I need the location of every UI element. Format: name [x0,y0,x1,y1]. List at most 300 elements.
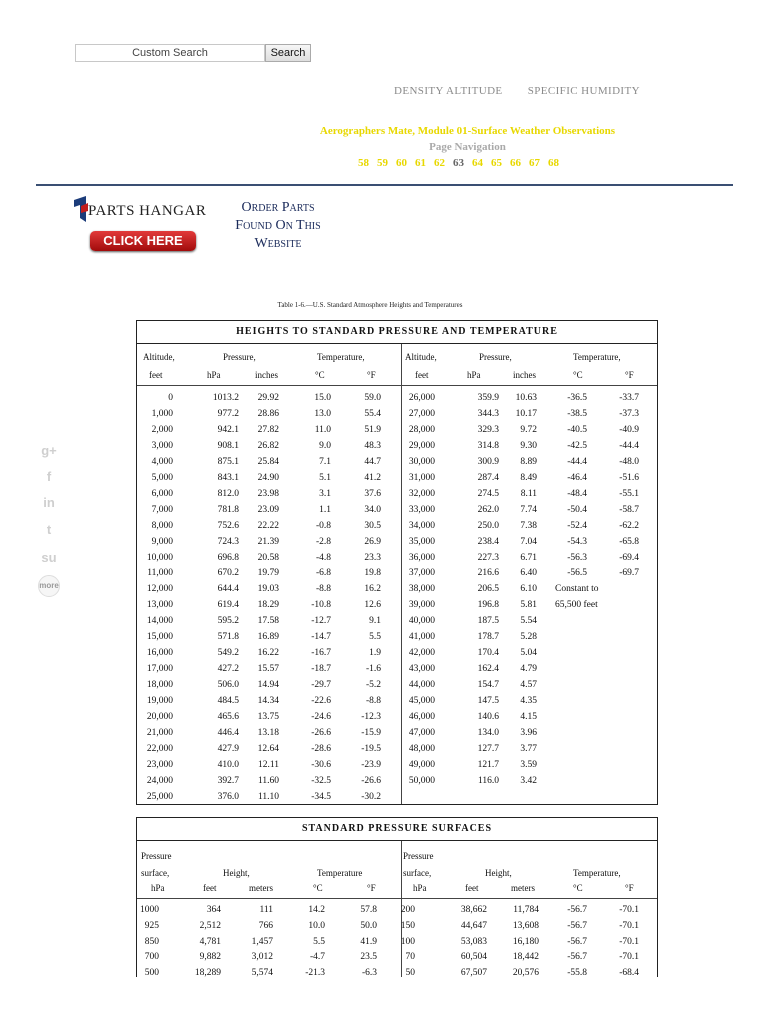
table-cell: -26.6 [361,775,381,786]
table-cell: -55.1 [619,488,639,499]
table-cell: 8.49 [520,472,537,483]
table-cell: 5.5 [369,632,381,643]
more-share-icon[interactable]: more [38,575,60,597]
table-cell: 196.8 [477,600,499,611]
table-cell: 37,000 [408,568,435,579]
table-cell: 7,000 [151,504,173,515]
table-cell: 206.5 [477,584,499,595]
table-cell: 38,000 [408,584,435,595]
table-cell: 100 [400,936,415,947]
table-cell: 23.5 [360,952,377,963]
header-altitude: Altitude, [405,352,437,362]
table-cell: -30.6 [311,759,331,770]
table-cell: 3,012 [251,952,273,963]
table-cell: 8,000 [151,520,173,531]
table-cell: 36,000 [408,552,435,563]
header-pressure: Pressure [141,851,172,861]
table-cell: -56.7 [567,936,587,947]
page-navigation-label: Page Navigation [429,141,506,153]
header-height: Height, [485,868,512,878]
table-cell: 18.29 [257,600,279,611]
table-cell: 19,000 [146,696,173,707]
module-title-link[interactable]: Aerographers Mate, Module 01-Surface Weather Observations [319,125,616,137]
page-link[interactable]: 65 [491,157,502,169]
table-cell: 16.2 [364,584,381,595]
table-cell: 9.0 [319,440,331,451]
table-cell: 850 [144,936,159,947]
table-cell: 21,000 [146,727,173,738]
table-cell: 5.28 [520,632,537,643]
table-cell: 9,882 [199,952,221,963]
table-cell: 70 [405,952,415,963]
table-cell: 4.57 [520,680,537,691]
table-cell: 162.4 [477,664,499,675]
table-cell: 44,647 [460,920,487,931]
table-cell: 376.0 [217,791,239,802]
link-specific-humidity[interactable]: SPECIFIC HUMIDITY [527,85,640,97]
table-cell: 329.3 [477,424,499,435]
table-cell: 5.5 [313,936,325,947]
table-cell: -10.8 [311,600,331,611]
table-cell: -21.3 [305,968,325,979]
table-cell: 5.1 [319,472,331,483]
table-cell: 4.35 [520,696,537,707]
table-cell: 6,000 [151,488,173,499]
table-cell: -33.7 [619,393,639,403]
table-cell: 619.4 [217,600,239,611]
table-cell: -26.6 [311,727,331,738]
table-cell: 45,000 [408,696,435,707]
table-cell: -36.5 [567,393,587,403]
linkedin-icon[interactable]: in [43,495,55,510]
table-cell: -70.1 [619,920,639,931]
table-cell: 134.0 [477,727,499,738]
table-cell: 3.77 [520,743,537,754]
table-cell: 55.4 [364,408,381,419]
header-height: Height, [223,868,250,878]
search-button[interactable]: Search [265,44,311,62]
table-cell: -1.6 [365,664,381,675]
table-cell: 16,180 [512,936,539,947]
table-cell: 549.2 [217,648,239,659]
table-cell: 24.90 [257,472,279,483]
table-cell: 19.03 [257,584,279,595]
table-cell: 50 [405,968,415,979]
table-cell: 47,000 [408,727,435,738]
table-cell: 65,500 feet [555,600,598,611]
table-cell: 170.4 [477,648,499,659]
table-cell: 6.40 [520,568,537,579]
table-cell: 344.3 [477,408,499,419]
table-cell: 11,784 [513,905,539,915]
table-cell: 4.79 [520,664,537,675]
table-cell: 51.9 [364,424,381,435]
ad-line: Website [254,236,302,251]
table-cell: -56.7 [567,952,587,963]
table-cell: 121.7 [477,759,499,770]
table-cell: 10.63 [515,393,537,403]
table-cell: 41.9 [360,936,377,947]
table-cell: 1,000 [151,408,173,419]
header-temperature: Temperature [317,868,363,878]
table-cell: -6.8 [315,568,331,579]
table-cell: 39,000 [408,600,435,611]
page-link[interactable]: 58 [358,157,369,169]
table-cell: 9.1 [369,616,381,627]
table-cell: 19.8 [364,568,381,579]
table-cell: 53,083 [460,936,487,947]
header-celsius: °C [573,370,583,380]
table-cell: 11.0 [314,424,331,435]
header-fahrenheit: °F [625,370,634,380]
link-density-altitude[interactable]: DENSITY ALTITUDE [394,85,503,97]
header-divider [137,898,657,899]
table-cell: 35,000 [408,536,435,547]
table-cell: 28.86 [257,408,279,419]
table-cell: 13.75 [257,712,279,722]
table-cell: -23.9 [361,759,381,770]
table-cell: 238.4 [477,536,499,547]
table-cell: 0 [168,393,173,403]
table-cell: -48.4 [567,488,587,499]
table-cell: 178.7 [477,632,499,643]
table-cell: 41.2 [364,472,381,483]
table-title: STANDARD PRESSURE SURFACES [137,818,657,841]
table-cell: 5,000 [151,472,173,483]
table-cell: 392.7 [217,775,239,786]
ad-brand: PARTS HANGAR [88,203,207,219]
table-cell: 21.39 [257,536,279,547]
table-cell: 11.60 [257,775,279,786]
header-meters: meters [249,883,273,893]
table-cell: 571.8 [217,632,239,643]
header-hpa: hPa [413,883,427,893]
table-cell: 12,000 [146,584,173,595]
table-cell: 22,000 [146,743,173,754]
table-cell: 34.0 [364,504,381,515]
facebook-icon[interactable]: f [46,469,52,484]
table-cell: 752.6 [217,520,239,531]
table-cell: 22.22 [257,520,279,531]
table-cell: 49,000 [408,759,435,770]
page-link[interactable]: 61 [415,157,426,169]
table-cell: 13.18 [257,727,279,738]
table-cell: 23,000 [146,759,173,770]
table-cell: -69.7 [619,568,639,579]
table-cell: 908.1 [217,440,239,451]
header-altitude: Altitude, [143,352,175,362]
table-cell: 42,000 [408,648,435,659]
table-cell: 14,000 [146,616,173,627]
table-cell: 27.82 [257,424,279,435]
table-cell: 227.3 [477,552,499,563]
page-link[interactable]: 64 [472,157,483,169]
table-cell: 40,000 [408,616,435,627]
table-cell: 5.81 [520,600,537,611]
table-cell: 15,000 [146,632,173,643]
table-cell: 670.2 [217,568,239,579]
table-cell: 696.8 [217,552,239,563]
table-cell: 724.3 [217,536,239,547]
table-title: HEIGHTS TO STANDARD PRESSURE AND TEMPERATURE [137,321,657,344]
table-cell: 12.6 [364,600,381,611]
page-link[interactable]: 68 [548,157,559,169]
table-cell: 781.8 [217,504,239,515]
table-cell: 7.04 [520,536,537,547]
page-link[interactable]: 59 [377,157,388,169]
header-surface: surface, [403,868,432,878]
table-cell: -48.0 [619,456,639,467]
header-divider [36,184,733,186]
column-divider [401,344,402,804]
table-cell: 44.7 [364,456,381,467]
table-cell: -24.6 [311,712,331,722]
table-cell: 111 [259,905,273,915]
header-celsius: °C [315,370,325,380]
table-cell: -51.6 [619,472,639,483]
header-feet: feet [149,370,163,380]
table-cell: 18,442 [512,952,539,963]
table-cell: -12.3 [361,712,381,722]
table-cell: 5.04 [520,648,537,659]
table-cell: 5.54 [520,616,537,627]
table-cell: -44.4 [567,456,587,467]
table-cell: -42.5 [567,440,587,451]
table-cell: 6.10 [520,584,537,595]
table-cell: 942.1 [217,424,239,435]
table-cell: -40.5 [567,424,587,435]
table-cell: -22.6 [311,696,331,707]
table-cell: 427.9 [217,743,239,754]
table-cell: 18,289 [194,968,221,979]
page-navigation [358,157,567,169]
table-cell: 9,000 [151,536,173,547]
table-cell: 595.2 [217,616,239,627]
header-pressure: Pressure, [479,352,512,362]
table-cell: 13.0 [314,408,331,419]
table-cell: 29.92 [257,393,279,403]
table-cell: Constant to [555,584,599,595]
table-cell: 8.11 [520,488,537,499]
header-fahrenheit: °F [625,883,634,893]
page-link[interactable]: 60 [396,157,407,169]
page-link[interactable]: 62 [434,157,445,169]
table-cell: 11.10 [257,791,279,802]
table-cell: 250.0 [477,520,499,531]
header-celsius: °C [573,883,583,893]
click-here-button[interactable]: CLICK HERE [90,231,196,251]
table-cell: 1013.2 [212,393,239,403]
table-cell: -70.1 [619,936,639,947]
current-page: 63 [453,157,464,169]
top-links [394,85,662,97]
table-cell: 9.30 [520,440,537,451]
table-cell: 216.6 [477,568,499,579]
table-cell: 34,000 [408,520,435,531]
table-cell: 48,000 [408,743,435,754]
table-cell: -70.1 [619,952,639,963]
table-cell: 50,000 [408,775,435,786]
header-fahrenheit: °F [367,883,376,893]
table-cell: -65.8 [619,536,639,547]
page-link[interactable]: 67 [529,157,540,169]
header-pressure: Pressure [403,851,434,861]
table-cell: -56.7 [567,905,587,915]
table-cell: 484.5 [217,696,239,707]
table-cell: -54.3 [567,536,587,547]
table-cell: 13,000 [146,600,173,611]
table-cell: 314.8 [477,440,499,451]
table-cell: 446.4 [217,727,239,738]
table-cell: 28,000 [408,424,435,435]
table-cell: 23.3 [364,552,381,563]
table-cell: 30,000 [408,456,435,467]
table-cell: -16.7 [311,648,331,659]
table-cell: 33,000 [408,504,435,515]
table-cell: -68.4 [619,968,639,979]
table-cell: -56.5 [567,568,587,579]
table-cell: 644.4 [217,584,239,595]
table-cell: -50.4 [567,504,587,515]
table-cell: 14.94 [257,680,279,691]
parts-hangar-ad[interactable] [72,193,332,258]
table-cell: 26,000 [408,393,435,403]
table-cell: 29,000 [408,440,435,451]
table-cell: -14.7 [311,632,331,643]
table-cell: 5,574 [251,968,273,979]
table-cell: 60,504 [460,952,487,963]
table-cell: 364 [206,905,221,915]
table-cell: 2,000 [151,424,173,435]
table-cell: -15.9 [361,727,381,738]
table-cell: 48.3 [364,440,381,451]
table-cell: -52.4 [567,520,587,531]
table-cell: 3.96 [520,727,537,738]
twitter-icon[interactable]: t [46,522,52,537]
table-cell: 43,000 [408,664,435,675]
table-cell: 150 [400,920,415,931]
table-cell: 10.17 [515,408,537,419]
page-link[interactable]: 66 [510,157,521,169]
table-cell: 12.64 [257,743,279,754]
table-cell: 506.0 [217,680,239,691]
table-cell: 27,000 [408,408,435,419]
header-feet: feet [465,883,479,893]
table-cell: -4.7 [309,952,325,963]
header-hpa: hPa [151,883,165,893]
standard-pressure-surfaces-table [136,817,658,977]
header-feet: feet [203,883,217,893]
header-meters: meters [511,883,535,893]
table-cell: 44,000 [408,680,435,691]
table-cell: -46.4 [567,472,587,483]
table-cell: 700 [144,952,159,963]
table-cell: 16.22 [257,648,279,659]
ad-line: Found On This [235,218,321,233]
table-cell: -4.8 [315,552,331,563]
table-cell: 500 [144,968,159,979]
table-cell: 23.09 [257,504,279,515]
table-cell: 20.58 [257,552,279,563]
table-cell: -18.7 [311,664,331,675]
header-divider [137,385,657,386]
table-cell: 10.0 [308,920,325,931]
table-cell: 116.0 [477,775,499,786]
table-cell: -30.2 [361,791,381,802]
table-cell: 1000 [140,905,159,915]
table-cell: 20,576 [512,968,539,979]
header-hpa: hPa [207,370,221,380]
table-cell: -32.5 [311,775,331,786]
standard-atmosphere-table [136,320,658,805]
table-cell: -5.2 [365,680,381,691]
table-cell: 140.6 [477,712,499,722]
table-cell: 977.2 [217,408,239,419]
table-cell: 427.2 [217,664,239,675]
header-pressure: Pressure, [223,352,256,362]
table-cell: 38,662 [460,905,487,915]
table-cell: -8.8 [365,696,381,707]
table-cell: 843.1 [217,472,239,483]
google-plus-icon[interactable]: g+ [41,443,57,458]
table-cell: -56.7 [567,920,587,931]
table-cell: 32,000 [408,488,435,499]
table-cell: -58.7 [619,504,639,515]
table-cell: 25,000 [146,791,173,802]
table-cell: 16.89 [257,632,279,643]
table-cell: 3,000 [151,440,173,451]
table-cell: 766 [258,920,273,931]
table-cell: 3.1 [319,488,331,499]
stumbleupon-icon[interactable]: su [41,550,57,565]
table-cell: 19.79 [257,568,279,579]
table-cell: 187.5 [477,616,499,627]
table-cell: 12.11 [257,759,279,770]
table-cell: 11,000 [147,568,173,579]
table-cell: -37.3 [619,408,639,419]
table-cell: 3.59 [520,759,537,770]
table-cell: -55.8 [567,968,587,979]
table-cell: -6.3 [361,968,377,979]
table-cell: 4,000 [151,456,173,467]
table-cell: 262.0 [477,504,499,515]
table-cell: 6.71 [520,552,537,563]
header-temperature: Temperature, [573,352,621,362]
table-cell: 59.0 [364,393,381,403]
table-cell: 465.6 [217,712,239,722]
search-input[interactable]: Custom Search [75,44,265,62]
table-cell: 1,457 [251,936,273,947]
table-cell: 287.4 [477,472,499,483]
table-cell: 154.7 [477,680,499,691]
table-cell: 14.2 [308,905,325,915]
table-cell: 18,000 [146,680,173,691]
table-cell: 147.5 [477,696,499,707]
header-feet: feet [415,370,429,380]
table-cell: 10,000 [146,552,173,563]
table-cell: 925 [144,920,159,931]
table-cell: 31,000 [408,472,435,483]
table-cell: -12.7 [311,616,331,627]
table-cell: 37.6 [364,488,381,499]
table-cell: 127.7 [477,743,499,754]
header-inches: inches [255,370,278,380]
table-cell: 16,000 [146,648,173,659]
table-cell: 4,781 [199,936,221,947]
table-cell: 46,000 [408,712,435,722]
header-temperature: Temperature, [317,352,365,362]
table-cell: 17,000 [146,664,173,675]
